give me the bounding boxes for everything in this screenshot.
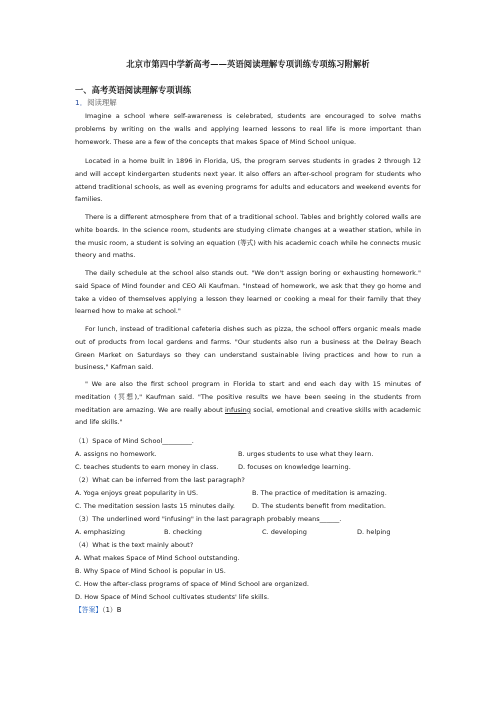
question-3-option-d: D. helping xyxy=(357,528,391,536)
question-2-stem: （2）What can be inferred from the last paragraph? xyxy=(75,476,245,484)
question-1-option-a: A. assigns no homework. xyxy=(75,450,157,458)
answer-text: （1）B xyxy=(102,606,122,614)
question-4-option-c: C. How the after-class programs of space of Mind School are organized. xyxy=(75,580,309,588)
question-1-option-b: B. urges students to use what they learn. xyxy=(238,450,374,458)
passage-paragraph-6 xyxy=(75,378,421,429)
question-1-option-c: C. teaches students to earn money in class. xyxy=(75,463,219,471)
question-1-option-d: D. focuses on knowledge learning. xyxy=(238,463,351,471)
question-2-option-b: B. The practice of meditation is amazing. xyxy=(252,489,387,497)
item-heading xyxy=(75,97,117,108)
question-3-option-a: A. emphasizing xyxy=(75,528,126,536)
question-4-option-d: D. How Space of Mind School cultivates students' life skills. xyxy=(75,593,270,601)
item-number: 1． xyxy=(75,98,88,107)
question-3-option-c: C. developing xyxy=(262,528,307,536)
underlined-word: infusing xyxy=(224,405,251,414)
question-2-option-a: A. Yoga enjoys great popularity in US. xyxy=(75,489,199,497)
passage-paragraph-3: There is a different atmosphere from that of a traditional school. Tables and brightly colored walls are white boards. In the science room, students are studying climate changes at a weather station, while in the music room, a student is solving an equation (等式) with his academic coach while he connects music theory and maths. xyxy=(75,213,421,260)
question-4-stem: （4）What is the text mainly about? xyxy=(75,541,194,549)
question-4-option-a: A. What makes Space of Mind School outstanding. xyxy=(75,554,240,562)
section-heading: 一、高考英语阅读理解专项训练 xyxy=(75,85,192,95)
passage-paragraph-4: The daily schedule at the school also stands out. "We don't assign boring or exhausting homework." said Space of Mind founder and CEO Ali Kaufman. "Instead of homework, we ask that they go home and take a video of themselves applying a lesson they learned or cooking a meal for their family that they learned how to make at school." xyxy=(75,269,421,316)
question-2-option-d: D. The students benefit from meditation. xyxy=(252,502,387,510)
paragraph-6-end: social, emotional and creative skills with academic and life skills." xyxy=(75,405,421,427)
question-2-option-c: C. The meditation session lasts 15 minutes daily. xyxy=(75,502,236,510)
question-4-option-b: B. Why Space of Mind School is popular in US. xyxy=(75,567,226,575)
document-title: 北京市第四中学新高考——英语阅读理解专项训练专项练习附解析 xyxy=(126,59,370,69)
answer-tag: 【答案】 xyxy=(75,606,103,614)
passage-paragraph-5: For lunch, instead of traditional cafeteria dishes such as pizza, the school offers organic meals made out of products from local gardens and farms. "Our students also run a business at the Delray Beach Green Market on Saturdays so they can understand sustainable living practices and how to run a business," Kafman said. xyxy=(75,325,421,372)
question-1-stem: （1）Space of Mind School_________. xyxy=(75,437,194,445)
question-3-stem: （3）The underlined word "infusing" in the last paragraph probably means______. xyxy=(75,515,342,523)
answer-line xyxy=(75,604,121,614)
question-3-option-b: B. checking xyxy=(164,528,202,536)
item-label: 阅读理解 xyxy=(87,98,117,107)
passage-paragraph-2: Located in a home built in 1896 in Florida, US, the program serves students in grades 2 through 12 and will accept kindergarten students next year. It also offers an after-school program for students who attend traditional schools, as well as evening programs for adults and educators and weekend events for families. xyxy=(75,157,421,204)
passage-paragraph-1: Imagine a school where self-awareness is celebrated, students are encouraged to solve maths problems by writing on the walls and applying learned lessons to real life is more important than homework. These are a few of the concepts that makes Space of Mind School unique. xyxy=(75,112,421,146)
paragraph-6-start: " We are also the first school program in Florida to start and end each day with 15 minutes of meditation (冥想)," Kaufman said. "The positive results we have been seeing in the students from meditation are amazing. We are really about xyxy=(75,380,421,414)
